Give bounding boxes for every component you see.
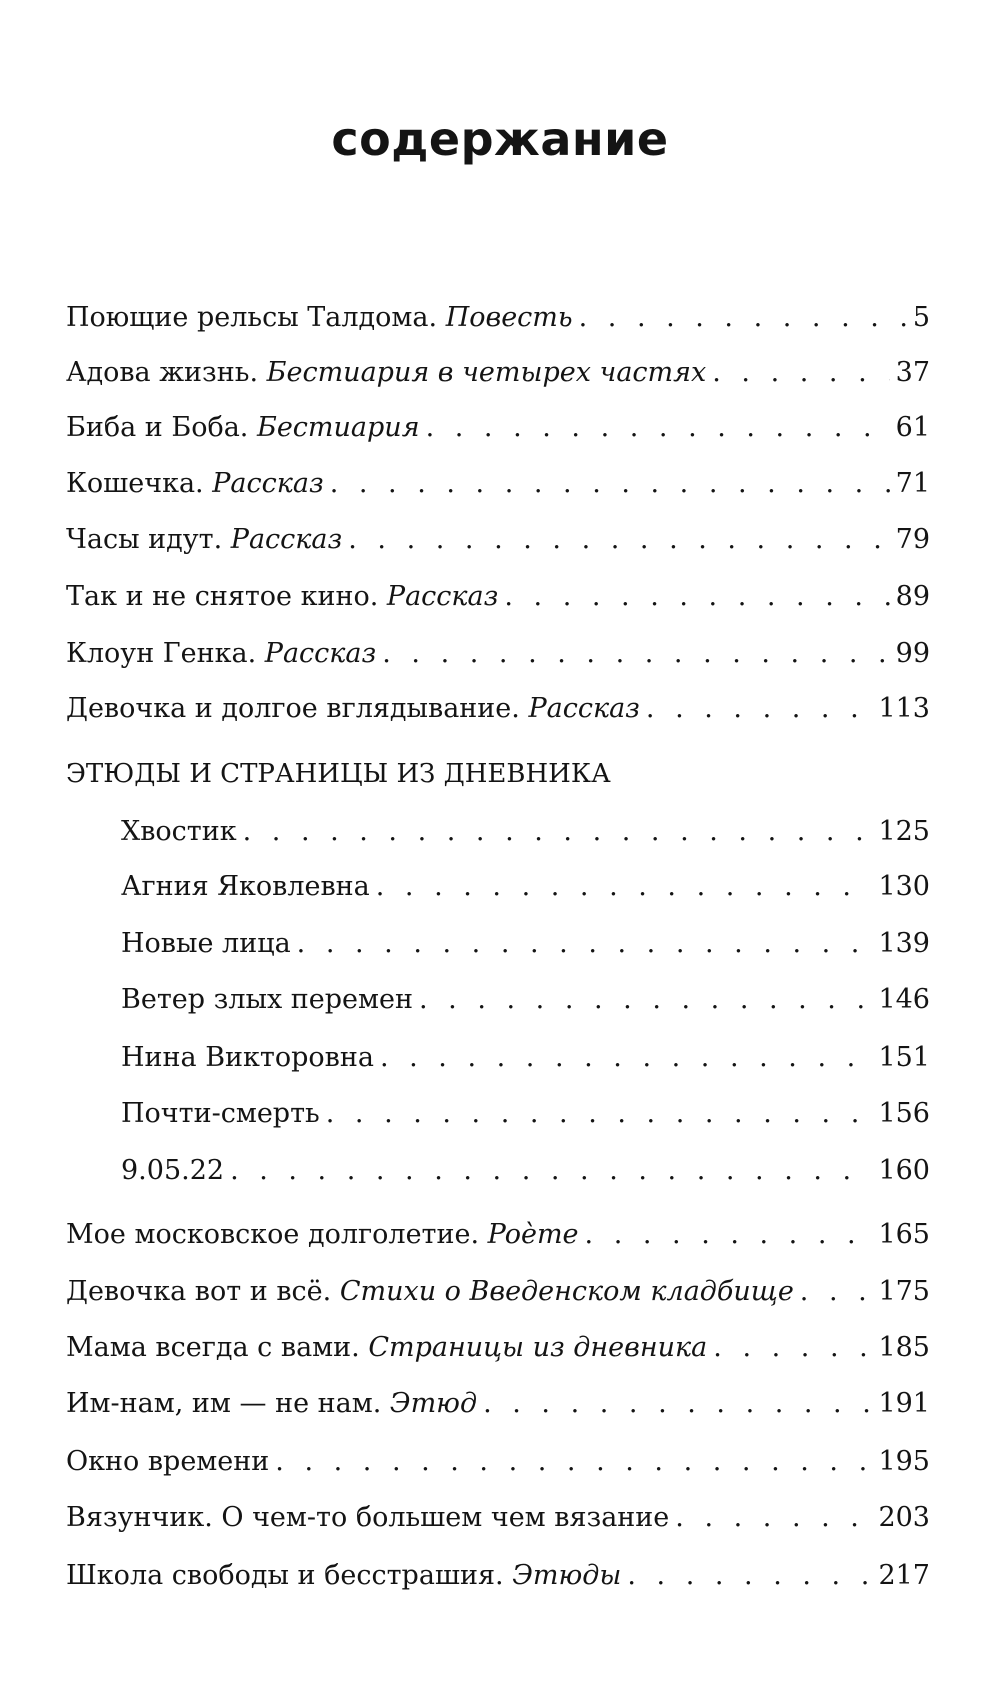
toc-entry[interactable]: [66, 1559, 930, 1593]
page-number: 130: [878, 871, 930, 902]
entry-title: Так и не снятое кино. Рассказ: [66, 581, 499, 612]
toc-entry[interactable]: [66, 356, 930, 390]
toc-entry[interactable]: [121, 870, 930, 904]
toc-entry[interactable]: [66, 1387, 930, 1421]
dot-leader: [426, 411, 890, 445]
entry-title: Клоун Генка. Рассказ: [66, 638, 377, 669]
page-number: 160: [878, 1155, 930, 1186]
entry-title: Агния Яковлевна: [121, 871, 370, 902]
entry-genre: Рассказ: [386, 581, 499, 612]
dot-leader: [675, 1501, 872, 1535]
dot-leader: [243, 815, 873, 849]
entry-title: Нина Викторовна: [121, 1042, 374, 1073]
dot-leader: [483, 1387, 872, 1421]
entry-title: Девочка вот и всё. Стихи о Введенском кладбище: [66, 1276, 794, 1307]
dot-leader: [504, 580, 889, 614]
toc-entry[interactable]: [66, 637, 930, 671]
entry-genre: Страницы из дневника: [368, 1332, 708, 1363]
toc-entry[interactable]: [66, 1275, 930, 1309]
toc-entry[interactable]: [66, 523, 930, 557]
entry-title: Вязунчик. О чем-то большем чем вязание: [66, 1502, 670, 1533]
page-number: 165: [878, 1219, 930, 1250]
page-number: 191: [878, 1388, 930, 1419]
toc-entry[interactable]: [66, 301, 930, 335]
page-title: содержание: [331, 112, 669, 166]
entry-title: Окно времени: [66, 1446, 270, 1477]
entry-genre: Повесть: [445, 302, 573, 333]
entry-genre: Рассказ: [212, 468, 324, 499]
dot-leader: [230, 1154, 872, 1188]
entry-title: Девочка и долгое вглядывание. Рассказ: [66, 693, 640, 724]
entry-genre: Стихи о Введенском кладбище: [339, 1276, 794, 1307]
toc-entry[interactable]: [121, 1041, 930, 1075]
dot-leader: [380, 1041, 872, 1075]
toc-entry[interactable]: [66, 692, 930, 726]
dot-leader: [382, 637, 889, 671]
entry-title: Хвостик: [121, 816, 237, 847]
page-number: 61: [895, 412, 930, 443]
entry-title: Новые лица: [121, 928, 291, 959]
entry-title: Поющие рельсы Талдома. Повесть: [66, 302, 573, 333]
page-number: 125: [878, 816, 930, 847]
entry-genre: Этюды: [512, 1560, 622, 1591]
page-number: 139: [878, 928, 930, 959]
page-number: 195: [878, 1446, 930, 1477]
entry-title: Кошечка. Рассказ: [66, 468, 324, 499]
dot-leader: [419, 983, 872, 1017]
toc-entry[interactable]: [66, 580, 930, 614]
page-number: 217: [878, 1560, 930, 1591]
page-number: 89: [895, 581, 930, 612]
dot-leader: [713, 1331, 872, 1365]
page-number: 71: [895, 468, 930, 499]
page-number: 37: [895, 357, 930, 388]
page-number: 146: [878, 984, 930, 1015]
page-number: 79: [895, 524, 930, 555]
dot-leader: [585, 1218, 873, 1252]
entry-title: Адова жизнь. Бестиария в четырех частях: [66, 357, 707, 388]
entry-genre: Бестиария в четырех частях: [266, 357, 707, 388]
dot-leader: [712, 356, 889, 390]
dot-leader: [275, 1445, 872, 1479]
dot-leader: [326, 1097, 873, 1131]
entry-genre: Poème: [487, 1219, 579, 1250]
toc-entry[interactable]: [121, 1097, 930, 1131]
toc-entry[interactable]: [121, 927, 930, 961]
entry-title: Ветер злых перемен: [121, 984, 413, 1015]
entry-title: 9.05.22: [121, 1155, 225, 1186]
page-number: 5: [912, 302, 930, 333]
entry-title: Часы идут. Рассказ: [66, 524, 343, 555]
entry-genre: Рассказ: [264, 638, 377, 669]
toc-entry[interactable]: [66, 1218, 930, 1252]
page-number: 203: [878, 1502, 930, 1533]
toc-entry[interactable]: [121, 1154, 930, 1188]
dot-leader: [800, 1275, 873, 1309]
toc-entry[interactable]: [121, 983, 930, 1017]
page-number: 151: [878, 1042, 930, 1073]
dot-leader: [376, 870, 873, 904]
entry-genre: Рассказ: [230, 524, 343, 555]
dot-leader: [348, 523, 889, 557]
toc-entry[interactable]: [66, 467, 930, 501]
page-number: 185: [878, 1332, 930, 1363]
toc-entry[interactable]: [121, 815, 930, 849]
page-number: 175: [878, 1276, 930, 1307]
entry-title: Биба и Боба. Бестиария: [66, 412, 420, 443]
dot-leader: [646, 692, 873, 726]
entry-title: Мое московское долголетие. Poème: [66, 1219, 579, 1250]
section-heading: ЭТЮДЫ И СТРАНИЦЫ ИЗ ДНЕВНИКА: [66, 759, 611, 789]
toc-entry[interactable]: [66, 1501, 930, 1535]
dot-leader: [579, 301, 907, 335]
toc-entry[interactable]: [66, 1331, 930, 1365]
toc-entry[interactable]: [66, 411, 930, 445]
entry-title: Школа свободы и бесстрашия. Этюды: [66, 1560, 622, 1591]
entry-genre: Рассказ: [528, 693, 640, 724]
entry-genre: Бестиария: [256, 412, 420, 443]
entry-title: Мама всегда с вами. Страницы из дневника: [66, 1332, 708, 1363]
page-number: 99: [895, 638, 930, 669]
dot-leader: [627, 1559, 872, 1593]
page-number: 113: [878, 693, 930, 724]
entry-title: Им-нам, им — не нам. Этюд: [66, 1388, 478, 1419]
toc-entry[interactable]: [66, 1445, 930, 1479]
dot-leader: [297, 927, 873, 961]
entry-title: Почти-смерть: [121, 1098, 320, 1129]
entry-genre: Этюд: [389, 1388, 478, 1419]
page-number: 156: [878, 1098, 930, 1129]
dot-leader: [330, 467, 890, 501]
